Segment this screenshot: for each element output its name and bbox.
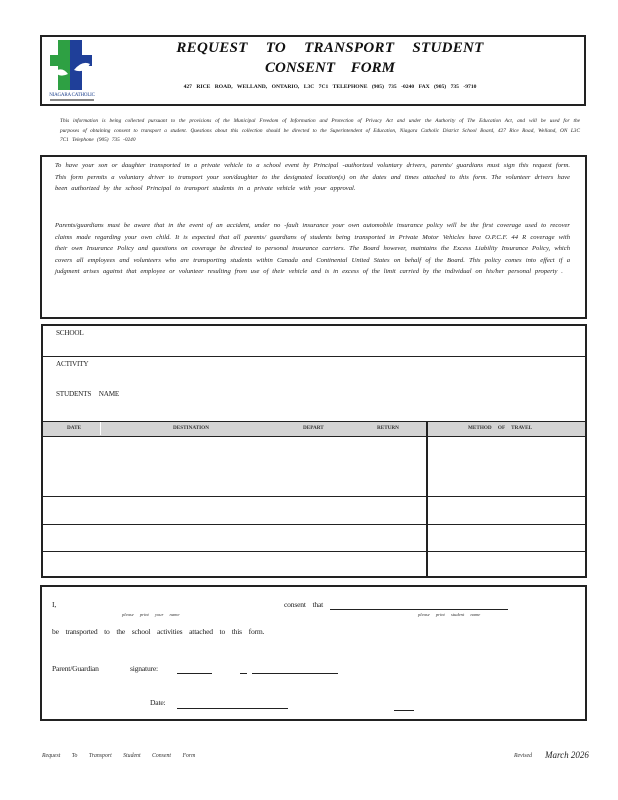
signature-field[interactable] bbox=[177, 657, 338, 673]
form-title-line1: REQUEST TO TRANSPORT STUDENT bbox=[176, 40, 484, 56]
signature-label: signature: bbox=[130, 664, 158, 673]
parent-guardian-label: Parent/Guardian bbox=[52, 664, 99, 673]
table-row-3-trip-cell[interactable] bbox=[43, 525, 426, 551]
date-line bbox=[177, 708, 288, 709]
consent-that-label: consent that bbox=[284, 600, 324, 609]
logo-text: NIAGARA CATHOLIC bbox=[49, 93, 95, 98]
notice-paragraph-2: Parents/guardians must be aware that in the event of an accident, under no -fault insurance your own automobile insurance policy will be the first coverage used to recover claims made regarding your own child. It is expected that all parents/ guardians of students being transported in Private Motor Vehicles have O.P.C.F. 44 R coverage with their own Insurance Policy and questions on coverage be directed to personal insurance carriers. The Board however, maintains the Excess Liability Insurance Policy, which covers all employees and volunteers who are transporting students within Canada and Continental United States on behalf of the Board. This policy comes into effect if a judgment arises against that employee or volunteer resulting from use of their vehicle and is in excess of the limit carried by the individual on his/her personal property . bbox=[55, 222, 570, 276]
school-field[interactable] bbox=[43, 326, 585, 356]
column-header-destination: DESTINATION bbox=[173, 425, 209, 431]
school-label: SCHOOL bbox=[56, 329, 84, 337]
board-address: 427 RICE ROAD, WELLAND, ONTARIO, L3C 7C1 TELEPHONE (905) 735 -0240 FAX (905) 735 -9710 bbox=[183, 84, 477, 90]
student-name-line bbox=[330, 609, 508, 610]
notice-paragraph-1: To have your son or daughter transported in a private vehicle to a school event by Principal -authorized voluntary drivers, parents/ guardians must sign this request form. This form permits a voluntary driver to transport your son/daughter to the designated location(s) on the dates and times attached to this form. The volunteer drivers have been authorized by the school Principal to transport students in a private vehicle with your approval. bbox=[55, 162, 570, 193]
trip-details-table bbox=[41, 324, 587, 578]
niagara-catholic-logo bbox=[44, 38, 100, 104]
activity-field[interactable] bbox=[43, 357, 585, 381]
extra-line bbox=[394, 710, 414, 711]
consent-signature-box bbox=[40, 585, 587, 721]
footer-revised-date: March 2026 bbox=[545, 750, 589, 760]
activity-label: ACTIVITY bbox=[56, 360, 89, 368]
header-separator bbox=[100, 422, 101, 435]
date-label: Date: bbox=[150, 698, 166, 707]
privacy-notice: This information is being collected pursuant to the provisions of the Municipal Freedom of Information and Protection of Privacy Act and under the Authority of The Education Act, and will be used for the purposes of obtaining consent to transport a student. Questions about this collection should be directed to the Superintendent of Education, Niagara Catholic District School Board, 427 Rice Road, Welland, ON L3C 7C1 Telephone (905) 735 -0240 bbox=[60, 118, 580, 143]
signature-line-2 bbox=[240, 673, 247, 674]
table-header-row bbox=[43, 421, 585, 437]
table-row-2-method-cell[interactable] bbox=[428, 497, 585, 524]
date-field[interactable] bbox=[177, 693, 288, 708]
students-name-label: STUDENTS NAME bbox=[56, 390, 120, 398]
form-title-line2: CONSENT FORM bbox=[265, 60, 395, 76]
your-name-hint: please print your name bbox=[122, 612, 180, 617]
students-name-field[interactable] bbox=[43, 382, 585, 420]
footer-form-name: Request To Transport Student Consent Form bbox=[42, 753, 196, 759]
consent-notice-box bbox=[40, 155, 587, 319]
column-header-method-of-travel: METHOD OF TRAVEL bbox=[468, 425, 533, 431]
i-label: I, bbox=[52, 600, 57, 609]
signature-line-3 bbox=[252, 673, 338, 674]
parent-name-field[interactable] bbox=[64, 597, 264, 611]
table-row-4-method-cell[interactable] bbox=[428, 552, 585, 576]
column-header-return: RETURN bbox=[377, 425, 399, 431]
student-name-hint: please print student name bbox=[418, 612, 481, 617]
table-row-3-method-cell[interactable] bbox=[428, 525, 585, 551]
column-header-date: DATE bbox=[67, 425, 82, 431]
transported-statement: be transported to the school activities attached to this form. bbox=[52, 627, 265, 636]
logo-subtext-bar bbox=[50, 99, 94, 101]
cross-logo-icon bbox=[44, 38, 100, 92]
table-row-1-method-cell[interactable] bbox=[428, 438, 585, 496]
student-name-field[interactable] bbox=[330, 595, 508, 609]
footer-revised-label: Revised bbox=[514, 753, 533, 759]
signature-line-1 bbox=[177, 673, 212, 674]
table-row-1-trip-cell[interactable] bbox=[43, 438, 426, 496]
column-header-depart: DEPART bbox=[303, 425, 324, 431]
table-row-2-trip-cell[interactable] bbox=[43, 497, 426, 524]
table-row-4-trip-cell[interactable] bbox=[43, 552, 426, 576]
